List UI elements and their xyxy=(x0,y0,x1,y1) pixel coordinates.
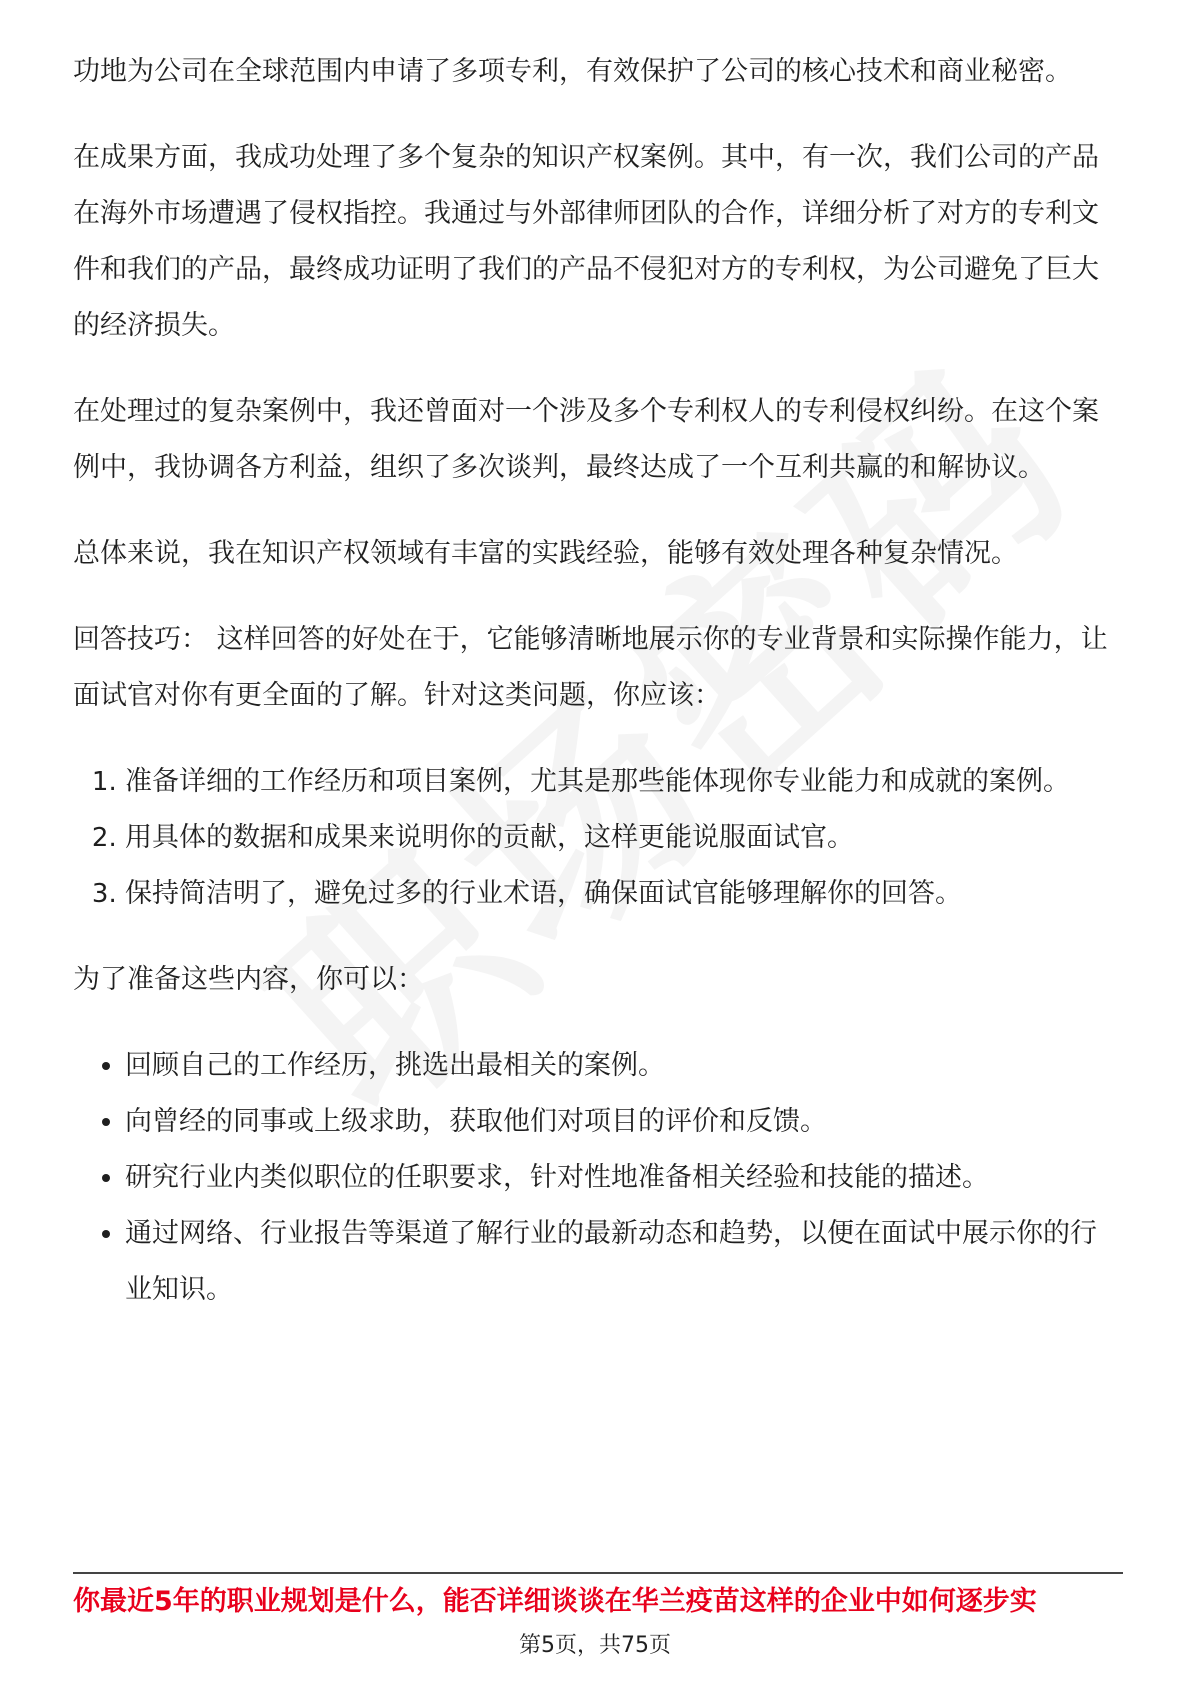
list-item: • 研究行业内类似职位的任职要求，针对性地准备相关经验和技能的描述。 xyxy=(125,1150,1123,1206)
list-item: 3. 保持简洁明了，避免过多的行业术语，确保面试官能够理解你的回答。 xyxy=(125,866,1123,922)
prep-list xyxy=(73,1038,1123,1318)
paragraph: 总体来说，我在知识产权领域有丰富的实践经验，能够有效处理各种复杂情况。 xyxy=(73,538,1018,569)
list-item: 1. 准备详细的工作经历和项目案例，尤其是那些能体现你专业能力和成就的案例。 xyxy=(125,754,1123,810)
list-item: • 向曾经的同事或上级求助，获取他们对项目的评价和反馈。 xyxy=(125,1094,1123,1150)
answer-tips-paragraph: 回答技巧： 这样回答的好处在于，它能够清晰地展示你的专业背景和实际操作能力，让面试官对你有更全面的了解。针对这类问题，你应该： xyxy=(73,624,1108,711)
paragraph: 在处理过的复杂案例中，我还曾面对一个涉及多个专利权人的专利侵权纠纷。在这个案例中，我协调各方利益，组织了多次谈判，最终达成了一个互利共赢的和解协议。 xyxy=(73,396,1099,483)
tips-list xyxy=(73,754,1123,922)
divider xyxy=(73,1572,1123,1574)
prep-intro: 为了准备这些内容，你可以： xyxy=(73,964,424,995)
paragraph: 功地为公司在全球范围内申请了多项专利，有效保护了公司的核心技术和商业秘密。 xyxy=(73,56,1072,87)
list-item: 2. 用具体的数据和成果来说明你的贡献，这样更能说服面试官。 xyxy=(125,810,1123,866)
document-body xyxy=(73,44,1123,1348)
page-number: 第5页，共75页 xyxy=(519,1633,671,1658)
paragraph: 在成果方面，我成功处理了多个复杂的知识产权案例。其中，有一次，我们公司的产品在海外市场遭遇了侵权指控。我通过与外部律师团队的合作，详细分析了对方的专利文件和我们的产品，最终成功证明了我们的产品不侵犯对方的专利权，为公司避免了巨大的经济损失。 xyxy=(73,142,1099,341)
list-item: • 回顾自己的工作经历，挑选出最相关的案例。 xyxy=(125,1038,1123,1094)
next-question-heading: 你最近5年的职业规划是什么，能否详细谈谈在华兰疫苗这样的企业中如何逐步实 xyxy=(73,1586,1037,1617)
list-item: • 通过网络、行业报告等渠道了解行业的最新动态和趋势，以便在面试中展示你的行业知识。 xyxy=(125,1206,1123,1318)
